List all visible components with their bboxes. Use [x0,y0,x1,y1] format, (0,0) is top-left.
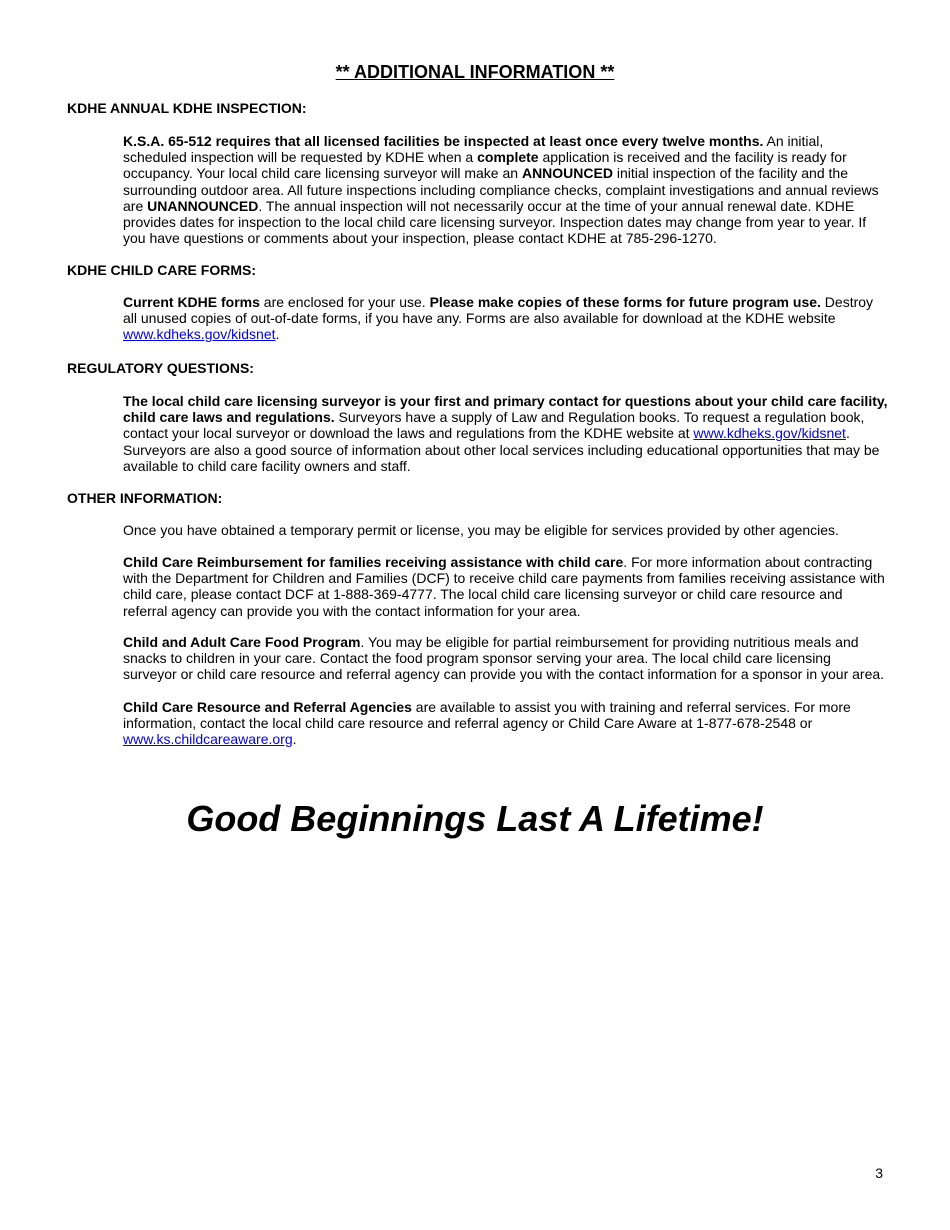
ccrr-text: are available to assist you with training and referral services. For more information, contact the local child care resource and referral agency or Child Care Aware at 1-877-678-2548 or [123,699,851,732]
forms-text-3: . [275,326,280,343]
forms-text-1: are enclosed for your use. [259,294,430,310]
other-heading: OTHER INFORMATION: [67,490,223,506]
regulatory-paragraph [123,393,888,474]
slogan: Good Beginnings Last A Lifetime! [186,798,764,839]
inspection-heading: KDHE ANNUAL KDHE INSPECTION: [67,100,307,116]
reimbursement-paragraph [123,554,888,619]
other-intro: Once you have obtained a temporary permit or license, you may be eligible for services provided by other agencies. [123,522,839,538]
food-program-bold: Child and Adult Care Food Program [123,634,361,650]
childcareaware-link[interactable]: www.ks.childcareaware.org [123,731,293,748]
regulatory-heading: REGULATORY QUESTIONS: [67,360,254,376]
page-title: ** ADDITIONAL INFORMATION ** [335,62,615,82]
food-program-paragraph [123,634,888,683]
inspection-bold-complete: complete [477,149,539,166]
ccrr-paragraph [123,699,888,748]
inspection-text-2: application is received and the facility is ready for occupancy. Your local child care licensing surveyor will make an [123,149,847,182]
page-number: 3 [875,1165,883,1181]
regulatory-kidsnet-link[interactable]: www.kdheks.gov/kidsnet [693,425,846,442]
ccrr-end: . [292,731,297,748]
regulatory-text-2: . Surveyors are also a good source of information about other local services including educational opportunities that may be available to child care facility owners and staff. [123,425,880,474]
inspection-text-4: . The annual inspection will not necessarily occur at the time of your annual renewal date. KDHE provides dates for inspection to the local child care licensing surveyor. Inspection dates may change from year to year. If you have questions or comments about your inspection, please contact KDHE at 785-296-1270. [123,197,867,247]
forms-paragraph [123,294,888,343]
inspection-text-1: An initial, scheduled inspection will be requested by KDHE when a [123,133,824,166]
regulatory-bold-contact: The local child care licensing surveyor is your first and primary contact for questions about your child care facility, child care laws and regulations. [123,393,888,426]
forms-heading: KDHE CHILD CARE FORMS: [67,262,256,278]
reimbursement-text: . For more information about contracting with the Department for Children and Families (DCF) to receive child care payments from families receiving assistance with child care, please contact DCF at 1-888-369-4777. The local child care licensing surveyor or child care resource and referral agency can provide you with the contact information for your area. [123,554,885,619]
inspection-bold-unannounced: UNANNOUNCED [147,197,259,214]
forms-text-2: Destroy all unused copies of out-of-date forms, if you have any. Forms are also available for download at the KDHE website [123,294,874,327]
inspection-paragraph [123,133,888,246]
forms-bold-copies: Please make copies of these forms for future program use. [429,294,821,310]
food-program-text: . You may be eligible for partial reimbursement for providing nutritious meals and snacks to children in your care. Contact the food program sponsor serving your area. The local child care licensing surveyor or child care resource and referral agency can provide you with the contact information for a sponsor in your area. [123,634,885,683]
inspection-text-3: initial inspection of the facility and the surrounding outdoor area. All future inspections including compliance checks, complaint investigations and annual reviews are [123,165,879,214]
inspection-bold-statute: K.S.A. 65-512 requires that all licensed facilities be inspected at least once every twelve months. [123,133,764,149]
forms-bold-current: Current KDHE forms [123,294,260,310]
reimbursement-bold: Child Care Reimbursement for families receiving assistance with child care [123,554,624,570]
ccrr-bold: Child Care Resource and Referral Agencies [123,699,412,715]
regulatory-text-1: Surveyors have a supply of Law and Regulation books. To request a regulation book, contact your local surveyor or download the laws and regulations from the KDHE website at [123,409,865,442]
inspection-bold-announced: ANNOUNCED [521,165,613,182]
forms-kidsnet-link[interactable]: www.kdheks.gov/kidsnet [123,326,276,343]
